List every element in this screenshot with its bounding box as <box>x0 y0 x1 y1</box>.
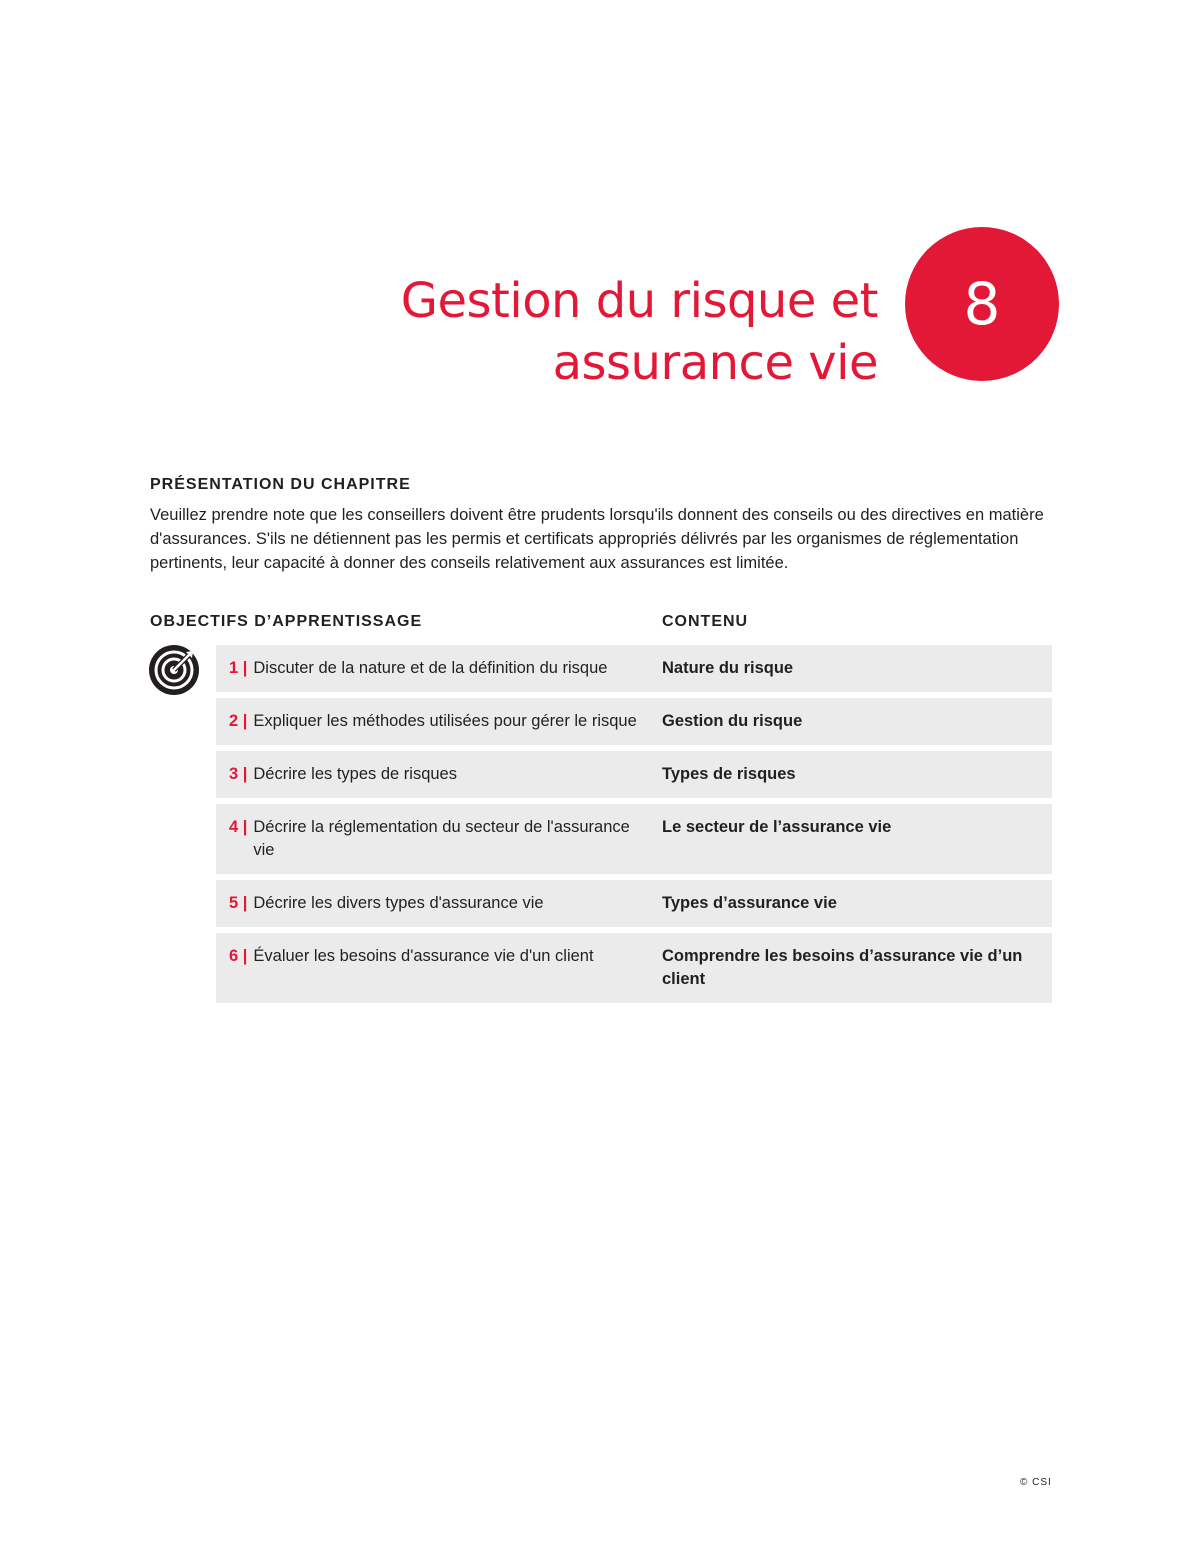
content-cell: Gestion du risque <box>662 712 803 730</box>
objective-number: 5 | <box>229 894 248 912</box>
target-icon <box>148 644 200 696</box>
content-cell: Types d’assurance vie <box>662 894 837 912</box>
objectives-heading: OBJECTIFS D’APPRENTISSAGE <box>150 613 423 630</box>
objective-number: 3 | <box>229 765 248 783</box>
objective-cell <box>216 892 662 915</box>
copyright-notice: © CSI <box>1020 1477 1052 1488</box>
objective-text: Décrire les types de risques <box>253 765 457 783</box>
table-row <box>216 751 1052 798</box>
objective-cell <box>216 816 662 862</box>
chapter-title-line-2: assurance vie <box>552 335 878 392</box>
objective-text: Discuter de la nature et de la définition du risque <box>253 659 608 677</box>
content-cell: Comprendre les besoins d’assurance vie d’un client <box>662 947 1023 988</box>
objective-number: 6 | <box>229 947 248 965</box>
overview-text: Veuillez prendre note que les conseillers doivent être prudents lorsqu'ils donnent des conseils ou des directives en matière d'assurances. S'ils ne détiennent pas les permis et certificats appropriés délivrés par les organismes de réglementation pertinents, leur capacité à donner des conseils relativement aux assurances est limitée. <box>150 506 1044 572</box>
objective-number: 1 | <box>229 659 248 677</box>
table-row <box>216 645 1052 692</box>
table-row <box>216 698 1052 745</box>
objective-number: 4 | <box>229 818 248 836</box>
overview-heading: PRÉSENTATION DU CHAPITRE <box>150 476 411 493</box>
chapter-title <box>278 270 878 394</box>
objective-text: Décrire la réglementation du secteur de l'assurance vie <box>253 818 630 859</box>
table-row <box>216 804 1052 874</box>
content-cell: Types de risques <box>662 765 796 783</box>
objective-text: Décrire les divers types d'assurance vie <box>253 894 544 912</box>
objective-number: 2 | <box>229 712 248 730</box>
objective-cell <box>216 945 662 991</box>
content-heading: CONTENU <box>662 613 749 630</box>
table-row <box>216 933 1052 1003</box>
objectives-table <box>216 645 1052 1009</box>
objective-cell <box>216 710 662 733</box>
objective-text: Expliquer les méthodes utilisées pour gérer le risque <box>253 712 637 730</box>
content-cell: Le secteur de l’assurance vie <box>662 818 892 836</box>
chapter-number-badge: 8 <box>905 227 1059 381</box>
objective-cell <box>216 763 662 786</box>
objective-cell <box>216 657 662 680</box>
chapter-title-line-1: Gestion du risque et <box>400 273 878 330</box>
objective-text: Évaluer les besoins d'assurance vie d'un client <box>253 947 594 965</box>
content-cell: Nature du risque <box>662 659 794 677</box>
table-row <box>216 880 1052 927</box>
